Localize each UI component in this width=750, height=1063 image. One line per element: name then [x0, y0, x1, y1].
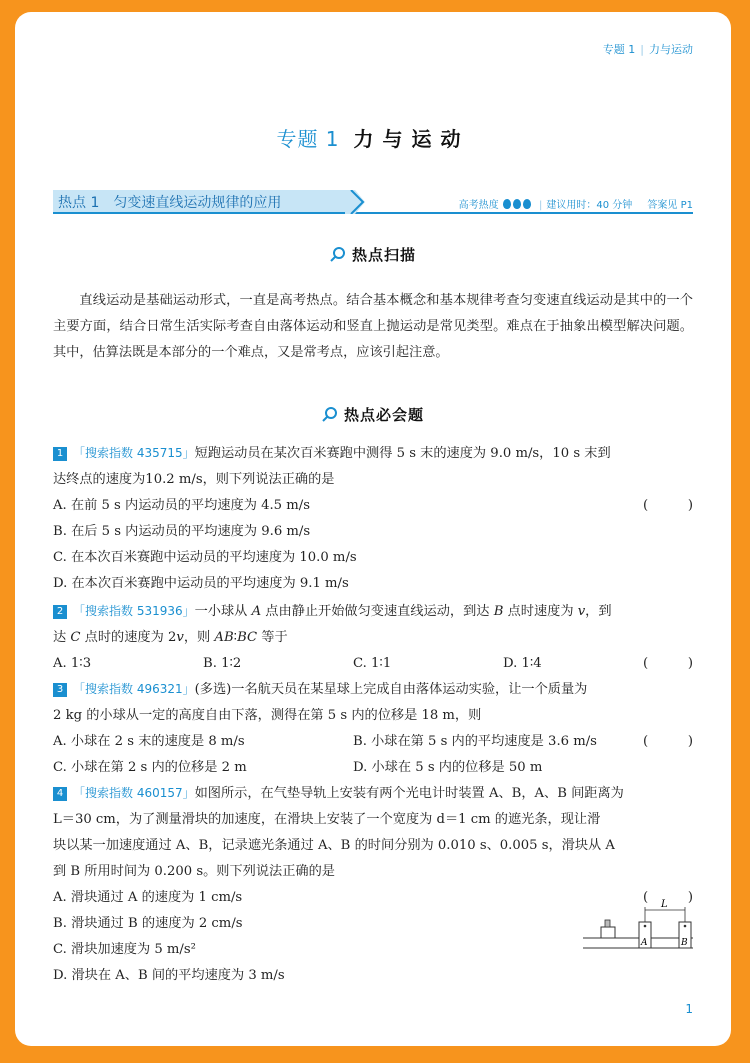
banner-meta: 高考热度 | 建议用时：40 分钟 答案见 P1	[458, 200, 693, 211]
figure-label-a: A	[641, 938, 648, 948]
question-text: 到 B 所用时间为 0.200 s。则下列说法正确的是	[53, 864, 335, 879]
page	[15, 12, 731, 1046]
option-b: B. 1∶2	[203, 656, 242, 671]
magnifier-icon	[322, 406, 338, 422]
flame-icon	[503, 199, 511, 209]
running-header: 专题 1 | 力与运动	[602, 43, 693, 56]
answer-parens: ( )	[643, 734, 693, 749]
question-text: 如图所示，在气垫导轨上安装有两个光电计时装置 A、B，A、B 间距离为	[194, 786, 624, 801]
answer-parens: ( )	[643, 656, 693, 671]
option-d: D. 滑块在 A、B 间的平均速度为 3 m/s	[53, 968, 285, 983]
hotspot-banner	[53, 190, 693, 214]
option-b: B. 在后 5 s 内运动员的平均速度为 9.6 m/s	[53, 524, 311, 539]
question-number: 2	[53, 605, 67, 619]
question-text: 短跑运动员在某次百米赛跑中测得 5 s 末的速度为 9.0 m/s，10 s 末到	[194, 446, 611, 461]
flame-icon	[513, 199, 521, 209]
option-c: C. 在本次百米赛跑中运动员的平均速度为 10.0 m/s	[53, 550, 357, 565]
running-topic-number: 专题 1	[602, 43, 636, 56]
section-title: 热点必会题	[343, 406, 424, 424]
chapter-title	[15, 123, 731, 152]
option-a: A. 1∶3	[53, 656, 92, 671]
question-text: L＝30 cm，为了测量滑块的加速度，在滑块上安装了一个宽度为 d＝1 cm 的遮光条，现让滑	[53, 812, 601, 827]
question-number: 1	[53, 447, 67, 461]
option-c: C. 1∶1	[353, 656, 392, 671]
question-number: 3	[53, 683, 67, 697]
question-3	[53, 676, 693, 781]
banner-arrow-icon	[345, 190, 369, 214]
answer-parens: ( )	[643, 498, 693, 513]
flame-icon	[523, 199, 531, 209]
question-text: 2 kg 的小球从一定的高度自由下落，测得在第 5 s 内的位移是 18 m，则	[53, 708, 482, 723]
search-index-tag: 「搜索指数 460157」	[73, 786, 195, 800]
question-text: 块以某一加速度通过 A、B，记录遮光条通过 A、B 的时间分别为 0.010 s、0.005 s，滑块从 A	[53, 838, 615, 853]
question-number: 4	[53, 787, 67, 801]
answer-ref: 答案见 P1	[647, 200, 693, 211]
hotspot-label: 热点 1 匀变速直线运动规律的应用	[58, 195, 282, 211]
search-index-tag: 「搜索指数 496321」	[73, 682, 195, 696]
option-d: D. 小球在 5 s 内的位移是 50 m	[353, 760, 543, 775]
page-number: 1	[685, 1002, 693, 1016]
section-heading-must	[15, 404, 731, 425]
chapter-name: 力与运动	[353, 127, 470, 151]
running-topic-name: 力与运动	[649, 43, 693, 56]
option-a: A. 滑块通过 A 的速度为 1 cm/s	[53, 890, 243, 905]
question-4	[53, 780, 693, 989]
magnifier-icon	[330, 246, 346, 262]
question-text: 达终点的速度为10.2 m/s，则下列说法正确的是	[53, 472, 335, 487]
question-1	[53, 440, 693, 597]
search-index-tag: 「搜索指数 435715」	[73, 446, 195, 460]
option-b: B. 小球在第 5 s 内的平均速度是 3.6 m/s	[353, 734, 597, 749]
search-index-tag: 「搜索指数 531936」	[73, 604, 195, 618]
heat-label: 高考热度	[458, 200, 499, 211]
question-2: 2 「搜索指数 531936」一小球从 A 点由静止开始做匀变速直线运动，到达 B 点时速度为 v，到 达 C 点时的速度为 2v，则 AB∶BC 等于 ( ) A. 1∶3 B. 1∶2 C. 1∶1 D. 1∶4	[53, 598, 693, 677]
section-heading-scan	[15, 244, 731, 265]
chapter-number: 专题 1	[276, 127, 340, 151]
option-d: D. 1∶4	[503, 656, 542, 671]
suggested-time: 建议用时：40 分钟	[546, 200, 633, 211]
intro-paragraph: 直线运动是基础运动形式，一直是高考热点。结合基本概念和基本规律考查匀变速直线运动是其中的一个主要方面，结合日常生活实际考查自由落体运动和竖直上抛运动是常见类型。难点在于抽象出模型解决问题。其中，估算法既是本部分的一个难点，又是常考点，应该引起注意。	[53, 293, 693, 360]
answer-parens: ( )	[643, 890, 693, 905]
figure-label-l: L	[661, 899, 668, 910]
figure-label-b: B	[681, 938, 688, 948]
question-text: (多选)一名航天员在某星球上完成自由落体运动实验，让一个质量为	[194, 682, 588, 697]
option-a: A. 小球在 2 s 末的速度是 8 m/s	[53, 734, 245, 749]
option-b: B. 滑块通过 B 的速度为 2 cm/s	[53, 916, 243, 931]
section-title: 热点扫描	[351, 246, 416, 264]
option-c: C. 小球在第 2 s 内的位移是 2 m	[53, 760, 247, 775]
option-a: A. 在前 5 s 内运动员的平均速度为 4.5 m/s	[53, 498, 310, 513]
air-track-figure	[583, 898, 693, 952]
option-d: D. 在本次百米赛跑中运动员的平均速度为 9.1 m/s	[53, 576, 349, 591]
option-c: C. 滑块加速度为 5 m/s²	[53, 942, 196, 957]
